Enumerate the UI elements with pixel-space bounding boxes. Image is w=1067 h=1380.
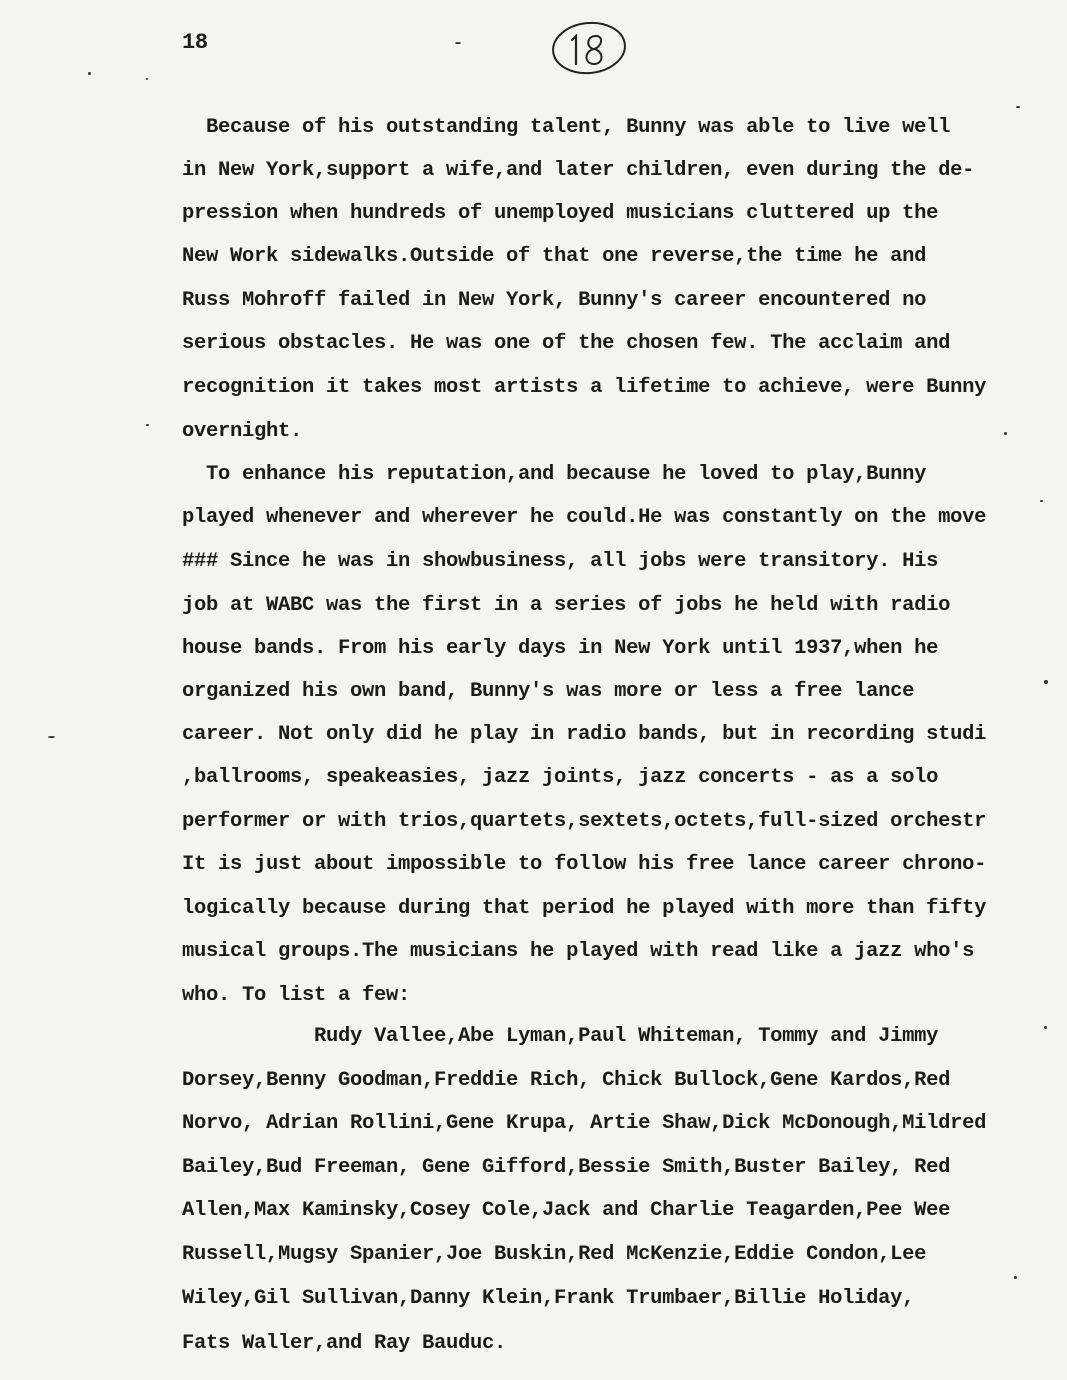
text-line: played whenever and wherever he could.He was constantly on the move <box>182 506 987 529</box>
text-line: ,ballrooms, speakeasies, jazz joints, jazz concerts - as a solo <box>182 766 939 789</box>
text-line: It is just about impossible to follow his free lance career chrono- <box>182 853 987 876</box>
text-line: To enhance his reputation,and because he loved to play,Bunny <box>182 463 927 486</box>
dust-speck <box>146 424 149 426</box>
dust-speck <box>455 42 461 44</box>
text-line: Bailey,Bud Freeman, Gene Gifford,Bessie Smith,Buster Bailey, Red <box>182 1156 951 1179</box>
text-line: Because of his outstanding talent, Bunny was able to live well <box>182 116 951 139</box>
dust-speck <box>146 78 148 80</box>
text-line: ### Since he was in showbusiness, all jobs were transitory. His <box>182 550 939 573</box>
text-line: Wiley,Gil Sullivan,Danny Klein,Frank Trumbaer,Billie Holiday, <box>182 1287 915 1310</box>
text-line: Rudy Vallee,Abe Lyman,Paul Whiteman, Tommy and Jimmy <box>182 1025 939 1048</box>
dust-speck <box>88 72 91 75</box>
text-line: career. Not only did he play in radio bands, but in recording studi <box>182 723 987 746</box>
text-line: musical groups.The musicians he played with read like a jazz who's <box>182 940 975 963</box>
text-line: who. To list a few: <box>182 984 411 1007</box>
text-line: in New York,support a wife,and later children, even during the de- <box>182 159 975 182</box>
dust-speck <box>1014 1276 1017 1279</box>
text-line: job at WABC was the first in a series of jobs he held with radio <box>182 594 951 617</box>
dust-speck <box>1044 1026 1047 1029</box>
text-line: logically because during that period he played with more than fifty <box>182 897 987 920</box>
dust-speck <box>1016 106 1020 108</box>
text-line: Fats Waller,and Ray Bauduc. <box>182 1332 507 1355</box>
text-line: recognition it takes most artists a lifetime to achieve, were Bunny <box>182 376 987 399</box>
text-line: Norvo, Adrian Rollini,Gene Krupa, Artie Shaw,Dick McDonough,Mildred <box>182 1112 987 1135</box>
text-line: New Work sidewalks.Outside of that one reverse,the time he and <box>182 245 927 268</box>
text-line: Allen,Max Kaminsky,Cosey Cole,Jack and Charlie Teagarden,Pee Wee <box>182 1199 951 1222</box>
page-number: 18 <box>182 30 208 55</box>
circled-number-mark <box>548 18 630 76</box>
text-line: Russell,Mugsy Spanier,Joe Buskin,Red McKenzie,Eddie Condon,Lee <box>182 1243 927 1266</box>
text-line: overnight. <box>182 420 303 443</box>
dust-speck <box>1044 680 1048 684</box>
handwritten-page-number <box>548 18 630 76</box>
text-line: house bands. From his early days in New York until 1937,when he <box>182 637 939 660</box>
dust-speck <box>1040 500 1043 502</box>
text-line: serious obstacles. He was one of the chosen few. The acclaim and <box>182 332 951 355</box>
text-line: performer or with trios,quartets,sextets,octets,full-sized orchestr <box>182 810 987 833</box>
text-line: organized his own band, Bunny's was more or less a free lance <box>182 680 915 703</box>
text-line: pression when hundreds of unemployed musicians cluttered up the <box>182 202 939 225</box>
dust-speck <box>1004 432 1007 435</box>
dust-speck <box>48 736 55 738</box>
text-line: Dorsey,Benny Goodman,Freddie Rich, Chick Bullock,Gene Kardos,Red <box>182 1069 951 1092</box>
text-line: Russ Mohroff failed in New York, Bunny's career encountered no <box>182 289 927 312</box>
